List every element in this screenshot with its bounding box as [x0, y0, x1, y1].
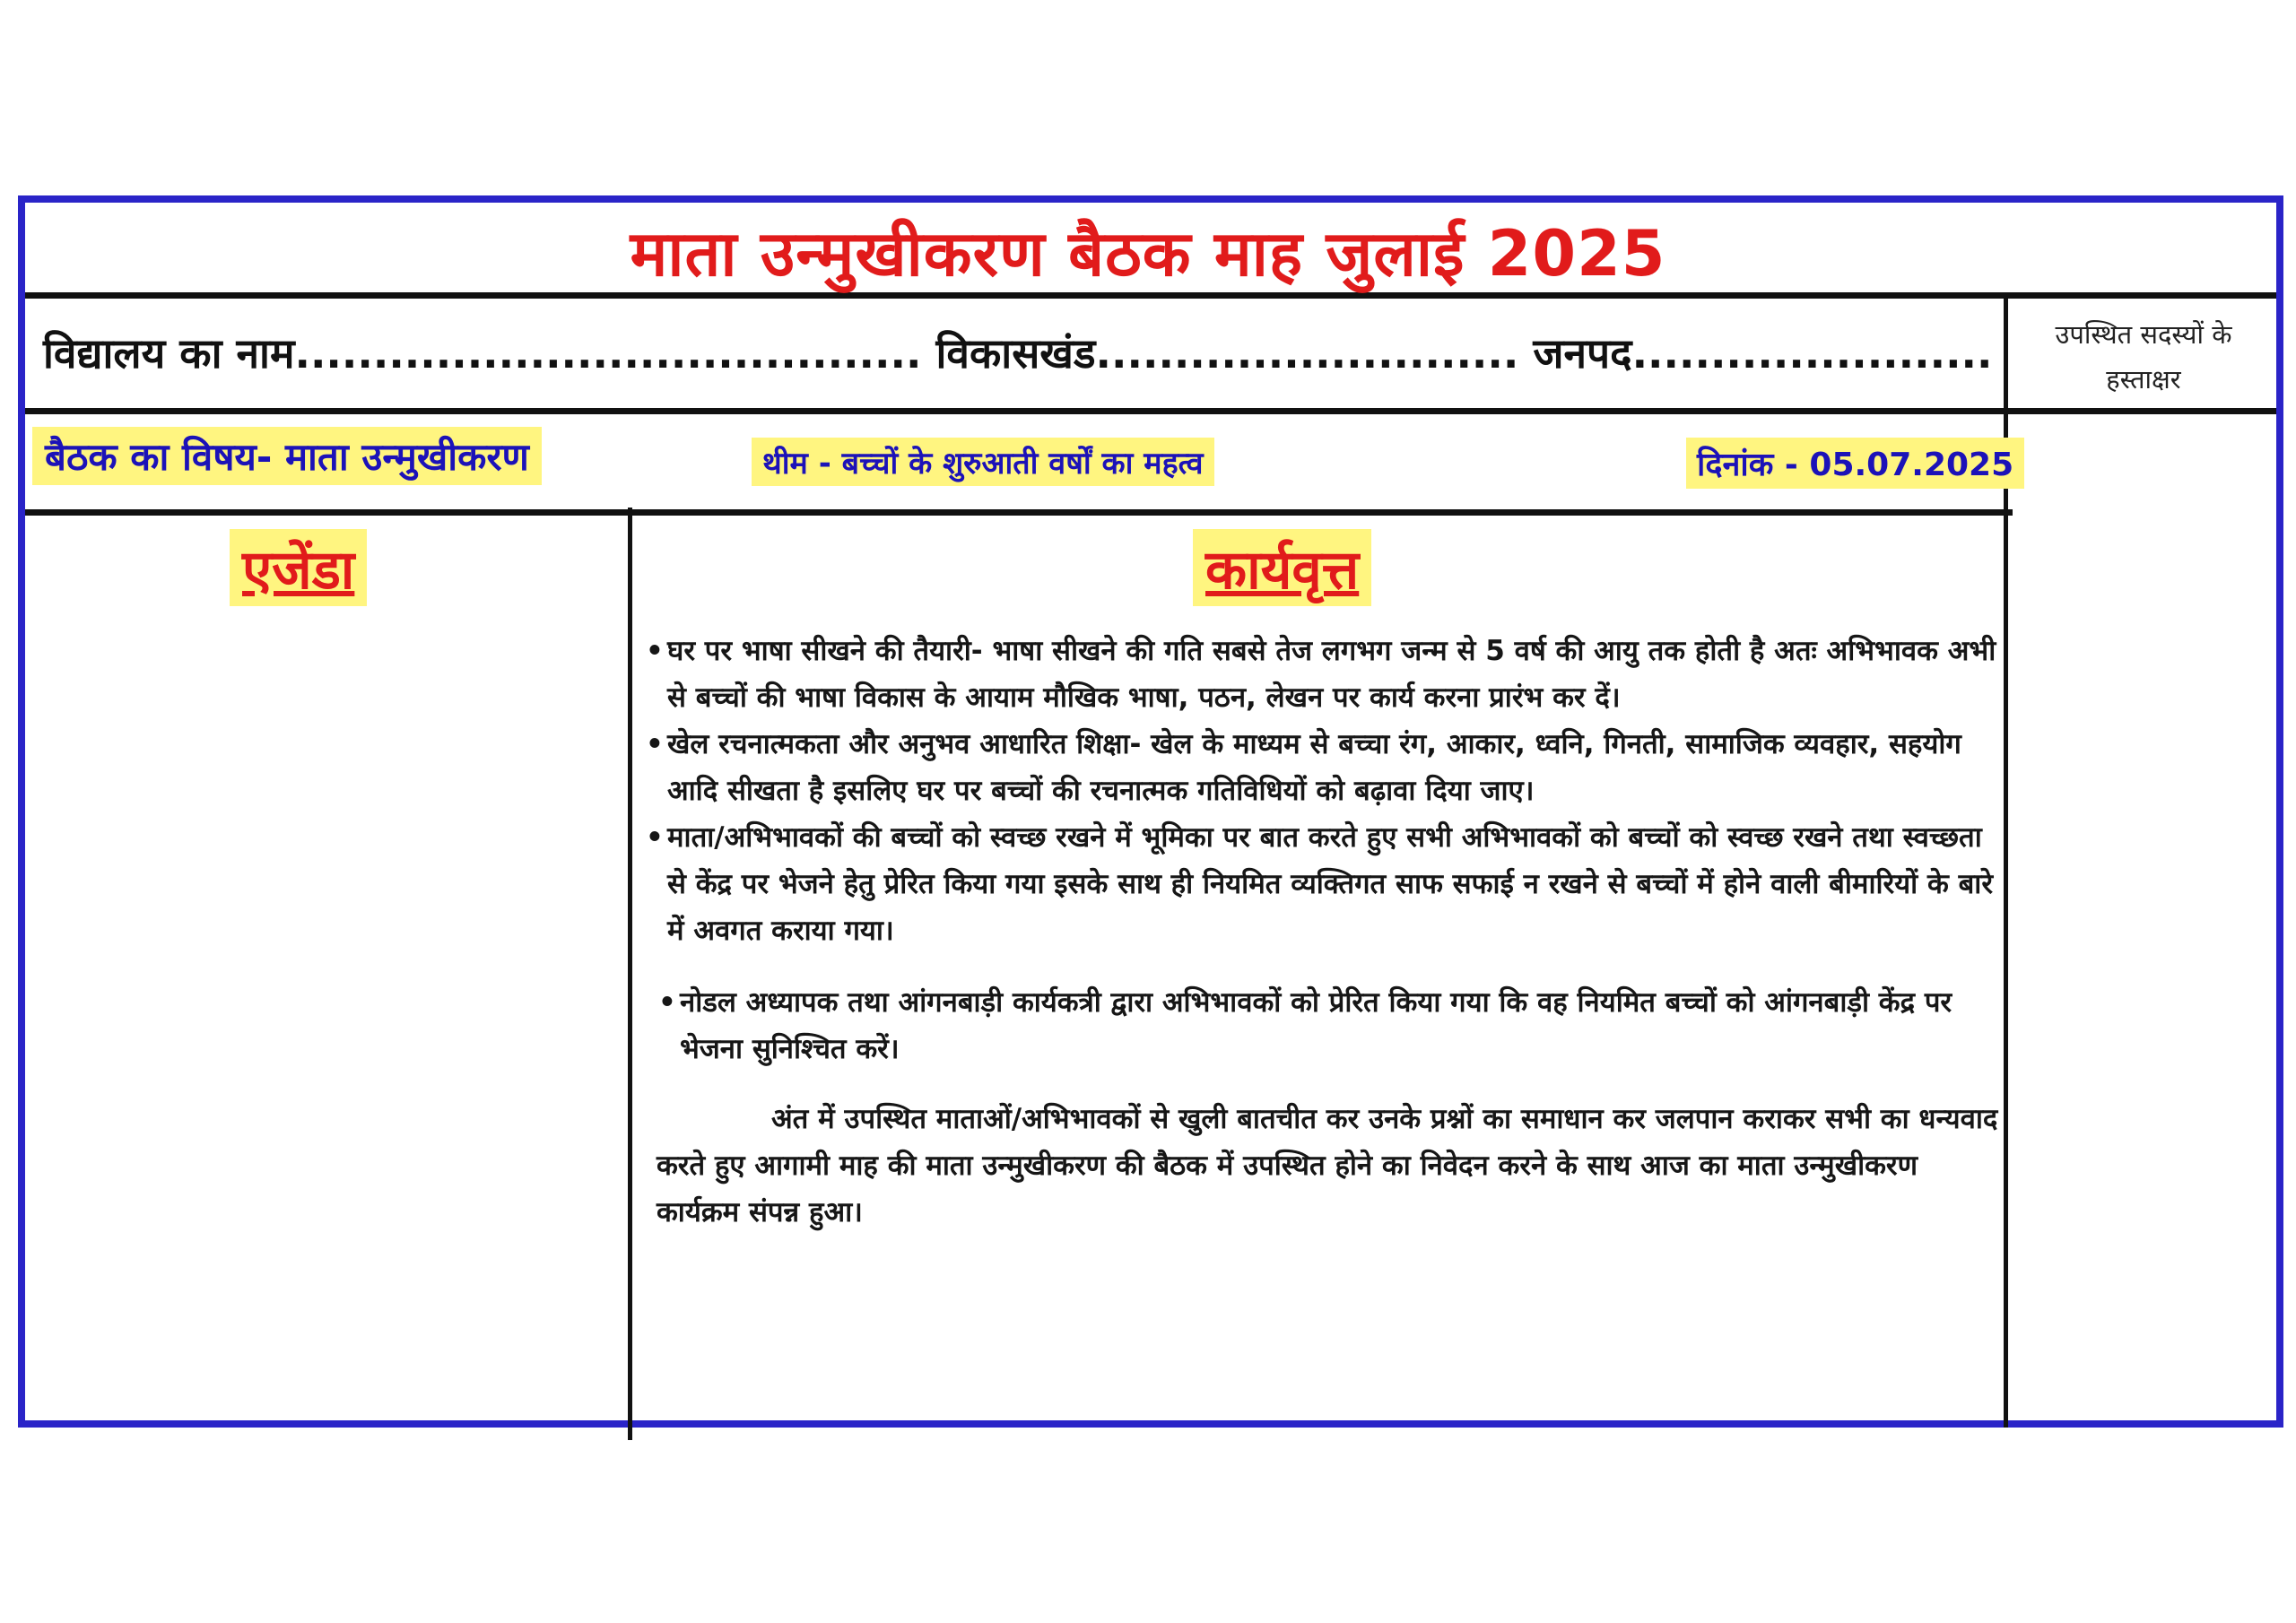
meeting-topic: बैठक का विषय- माता उन्मुखीकरण — [32, 427, 542, 485]
minutes-point-4: • नोडल अध्यापक तथा आंगनबाड़ी कार्यकत्री द्वारा अभिभावकों को प्रेरित किया गया कि वह नियमित बच्चों को आंगनबाड़ी केंद्र पर भेजना सुनिश्चित करें। — [657, 979, 1998, 1072]
info-divider — [25, 408, 2276, 414]
signature-header-line2: हस्ताक्षर — [2106, 364, 2181, 395]
minutes-point-2: • खेल रचनात्मकता और अनुभव आधारित शिक्षा- खेल के माध्यम से बच्चा रंग, आकार, ध्वनि, गिनती, सामाजिक व्यवहार, सहयोग आदि सीखता है इसलिए घर पर बच्चों की रचनात्मक गतिविधियों को बढ़ावा दिया जाए। — [644, 721, 1998, 814]
minutes-point-1: • घर पर भाषा सीखने की तैयारी- भाषा सीखने की गति सबसे तेज लगभग जन्म से 5 वर्ष की आयु तक होती है अतः अभिभावक अभी से बच्चों की भाषा विकास के आयाम मौखिक भाषा, पठन, लेखन पर कार्य करना प्रारंभ कर दें। — [644, 628, 1998, 721]
agenda-column-divider — [628, 508, 632, 1440]
minutes-point-3: • माता/अभिभावकों की बच्चों को स्वच्छ रखने में भूमिका पर बात करते हुए सभी अभिभावकों को बच्चों को स्वच्छ रखने तथा स्वच्छता से केंद्र पर भेजने हेतु प्रेरित किया गया इसके साथ ही नियमित व्यक्तिगत साफ सफाई न रखने से बच्चों में होने वाली बीमारियों के बारे में अवगत कराया गया। — [644, 814, 1998, 954]
closing-paragraph: अंत में उपस्थित माताओं/अभिभावकों से खुली बातचीत कर उनके प्रश्नों का समाधान कर जलपान कराकर सभी का धन्यवाद करते हुए आगामी माह की माता उन्मुखीकरण की बैठक में उपस्थित होने का निवेदन करने के साथ आज का माता उन्मुखीकरण कार्यक्रम संपन्न हुआ। — [657, 1103, 1998, 1228]
agenda-heading: एजेंडा — [230, 529, 367, 606]
meeting-theme: थीम - बच्चों के शुरुआती वर्षों का महत्व — [752, 438, 1214, 486]
school-info-row: विद्यालय का नाम........................................ विकासखंड........................... जनपद....................... — [43, 329, 1993, 378]
page-title: माता उन्मुखीकरण बैठक माह जुलाई 2025 — [630, 217, 1666, 291]
signature-header — [2009, 312, 2278, 402]
minutes-body — [644, 628, 1998, 1263]
meeting-date: दिनांक - 05.07.2025 — [1686, 438, 2024, 489]
topic-divider — [25, 509, 2013, 516]
minutes-heading: कार्यवृत्त — [1193, 529, 1371, 606]
signature-header-line1: उपस्थित सदस्यों के — [2055, 319, 2232, 350]
